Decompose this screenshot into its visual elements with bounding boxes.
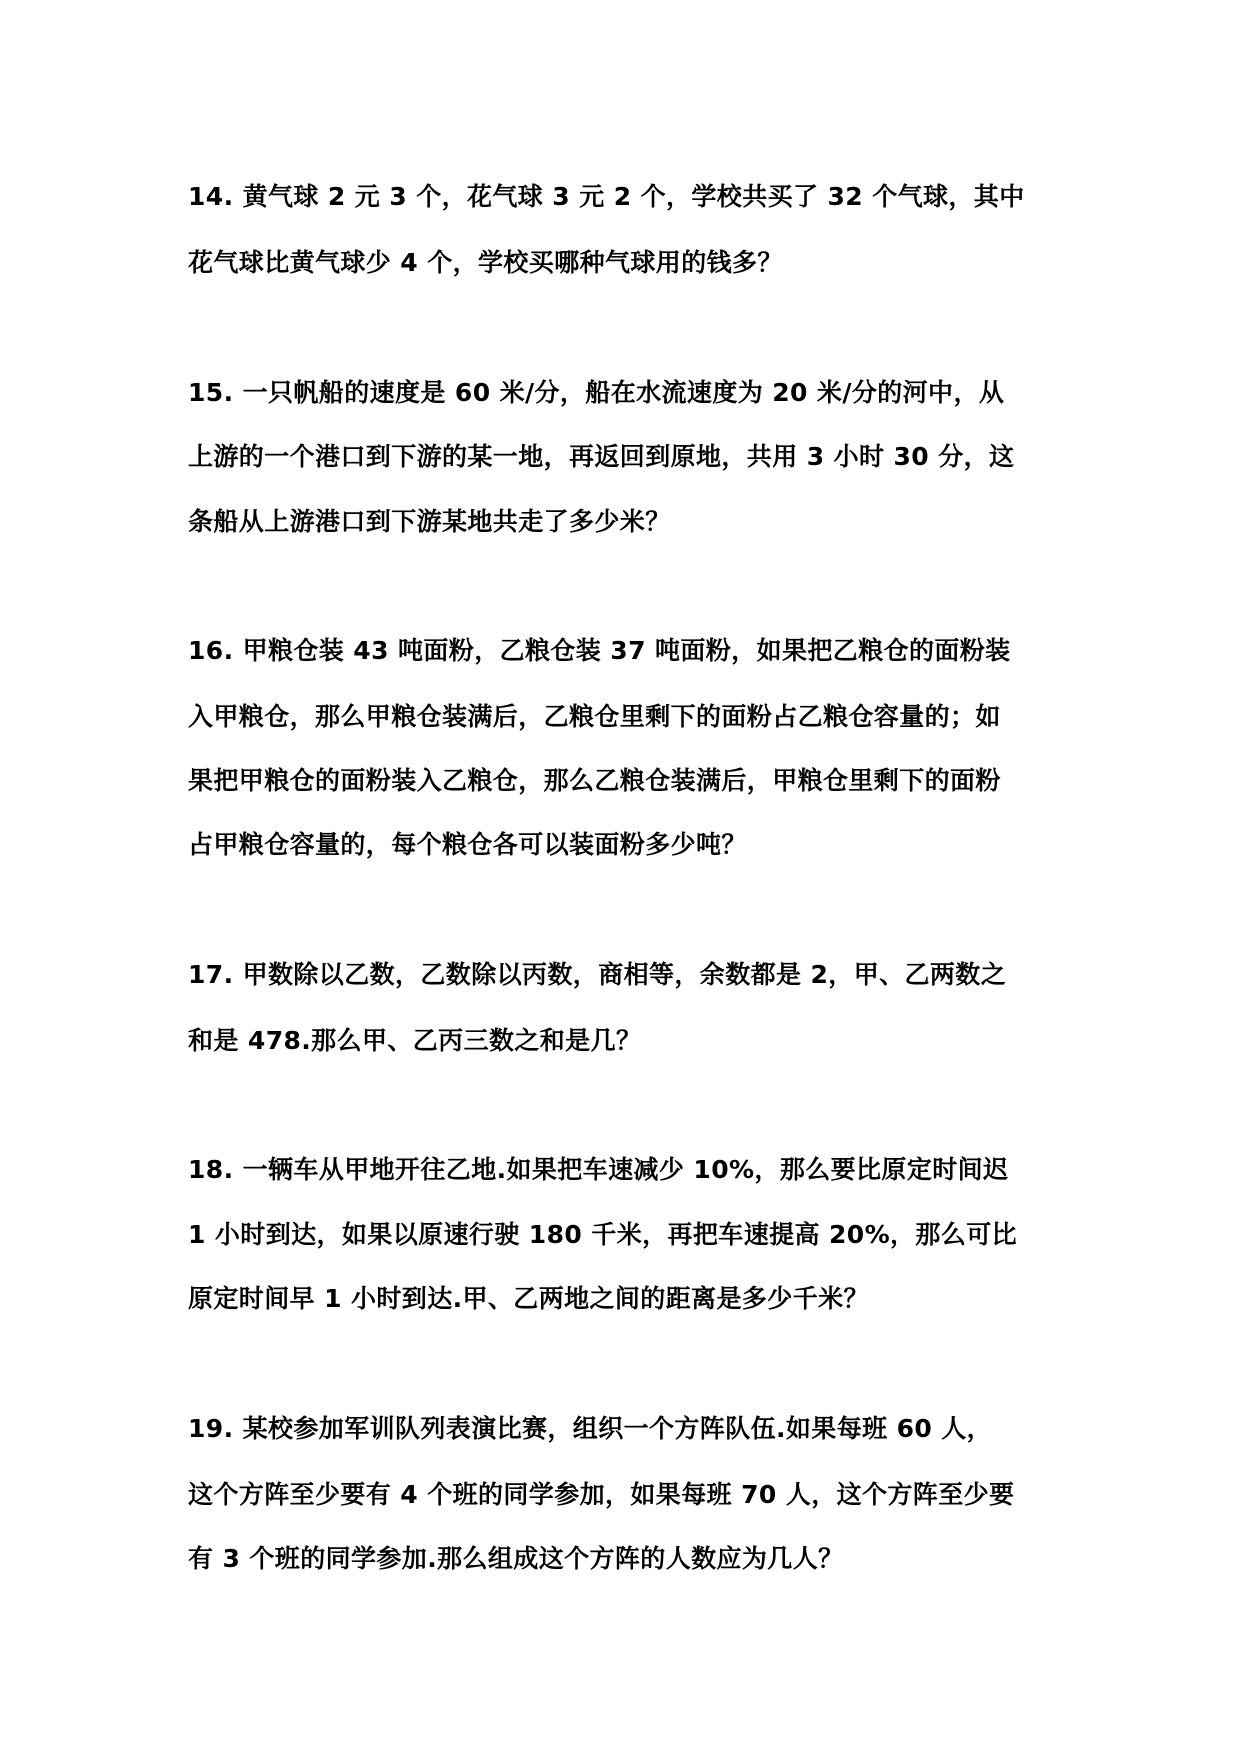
problem-16-line-3: 果把甲粮仓的面粉装入乙粮仓，那么乙粮仓装满后，甲粮仓里剩下的面粉 [188,766,1001,795]
problem-18-line-2: 1 小时到达，如果以原速行驶 180 千米，再把车速提高 20%，那么可比 [188,1220,1018,1249]
problem-19-line-2: 这个方阵至少要有 4 个班的同学参加，如果每班 70 人，这个方阵至少要 [188,1480,1015,1509]
problem-17-line-1: 17. 甲数除以乙数，乙数除以丙数，商相等，余数都是 2，甲、乙两数之 [188,960,1007,989]
problem-15-line-3: 条船从上游港口到下游某地共走了多少米？ [188,507,671,536]
problem-18-line-3: 原定时间早 1 小时到达.甲、乙两地之间的距离是多少千米？ [188,1284,869,1313]
problem-16-line-4: 占甲粮仓容量的，每个粮仓各可以装面粉多少吨？ [188,830,747,859]
problem-15-line-2: 上游的一个港口到下游的某一地，再返回到原地，共用 3 小时 30 分，这 [188,442,1015,471]
problem-15-line-1: 15. 一只帆船的速度是 60 米/分，船在水流速度为 20 米/分的河中，从 [188,378,1005,407]
problem-14-line-1: 14. 黄气球 2 元 3 个，花气球 3 元 2 个，学校共买了 32 个气球，其中 [188,182,1025,211]
problem-16-line-1: 16. 甲粮仓装 43 吨面粉，乙粮仓装 37 吨面粉，如果把乙粮仓的面粉装 [188,636,1011,665]
problem-19-line-1: 19. 某校参加军训队列表演比赛，组织一个方阵队伍.如果每班 60 人， [188,1414,993,1443]
problem-17-line-2: 和是 478.那么甲、乙丙三数之和是几？ [188,1026,642,1055]
problem-18-line-1: 18. 一辆车从甲地开往乙地.如果把车速减少 10%，那么要比原定时间迟 [188,1155,1009,1184]
problem-16-line-2: 入甲粮仓，那么甲粮仓装满后，乙粮仓里剩下的面粉占乙粮仓容量的；如 [188,702,1001,731]
problem-14-line-2: 花气球比黄气球少 4 个，学校买哪种气球用的钱多？ [188,248,783,277]
problem-19-line-3: 有 3 个班的同学参加.那么组成这个方阵的人数应为几人？ [188,1544,844,1573]
